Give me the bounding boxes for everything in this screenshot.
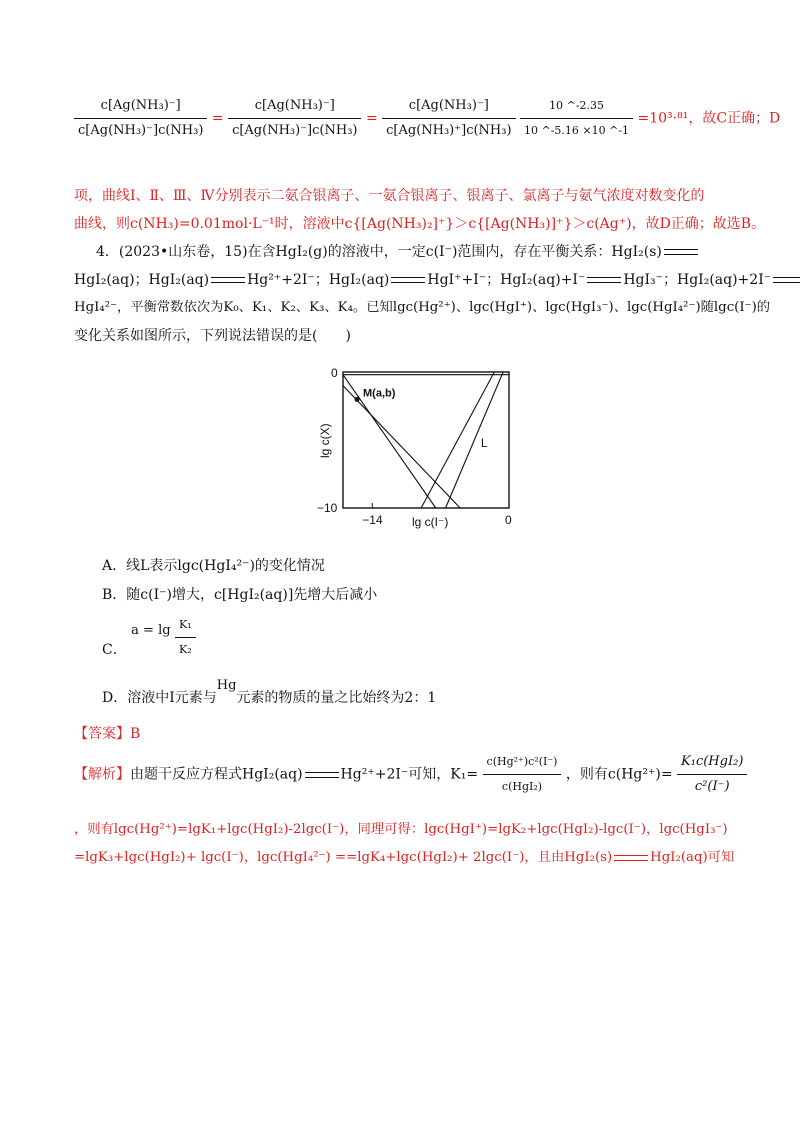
- k1-numerator: c(Hg²⁺)c²(I⁻): [483, 752, 562, 775]
- y-axis-label: lg c(X): [318, 423, 332, 458]
- analysis-head: 【解析】: [74, 766, 130, 783]
- equilibrium-arrow-icon: [587, 275, 621, 285]
- option-c-label: C．: [102, 642, 127, 658]
- question-text-2c: HgI⁺+I⁻；HgI₂(aq)+I⁻: [427, 272, 586, 288]
- option-b: B．随c(I⁻)增大，c[HgI₂(aq)]先增大后减小: [102, 587, 378, 603]
- fraction-2-numerator: c[Ag(NH₃)⁻]: [228, 96, 361, 119]
- analysis-d-line-1: 项，曲线Ⅰ、Ⅱ、Ⅲ、Ⅳ分别表示二氨合银离子、一氨合银离子、银离子、氯离子与氨气浓度对数变化的: [74, 188, 705, 204]
- k1-fraction: [483, 752, 562, 797]
- fraction-4: [520, 96, 633, 141]
- option-c-fraction: [175, 615, 196, 660]
- question-line-2: [74, 270, 800, 290]
- line-l-label: L: [480, 435, 488, 450]
- fraction-1: [74, 96, 207, 141]
- fraction-2: [228, 96, 361, 141]
- equals-sign: =: [211, 110, 224, 127]
- option-c: [102, 615, 196, 659]
- fraction-4-numerator: 10 ^-2.35: [520, 96, 633, 119]
- series-line-4: [446, 372, 504, 508]
- fraction-3-numerator: c[Ag(NH₃)⁻]: [382, 96, 515, 119]
- x-tick-label: −14: [362, 513, 383, 527]
- hg-fraction: [677, 752, 747, 797]
- question-text-2a: HgI₂(aq)；HgI₂(aq): [74, 272, 210, 288]
- option-c-expr: a = lg: [131, 623, 171, 638]
- fraction-4-denominator: 10 ^-5.16 ×10 ^-1: [524, 124, 630, 137]
- fraction-1-numerator: c[Ag(NH₃)⁻]: [74, 96, 207, 119]
- option-d-text-a: D．溶液中I元素与: [102, 690, 217, 706]
- equilibrium-chart: [313, 362, 523, 530]
- analysis-line-1: [74, 752, 747, 796]
- analysis-d-line-2: 曲线，则c(NH₃)=0.01mol·L⁻¹时，溶液中c{[Ag(NH₃)₂]⁺}＞c{[Ag(NH₃)]⁺}＞c(Ag⁺)，故D正确；故选B。: [74, 216, 766, 232]
- k1-denominator: c(HgI₂): [501, 780, 543, 793]
- y-tick-label: −10: [317, 501, 338, 515]
- answer: 【答案】B: [74, 726, 141, 742]
- option-d: [102, 676, 436, 716]
- analysis-text-1: 由题干反应方程式HgI₂(aq): [130, 766, 303, 783]
- question-text-2b: Hg²⁺+2I⁻；HgI₂(aq): [247, 272, 390, 288]
- analysis-line-3: [74, 848, 734, 868]
- question-text-2d: HgI₃⁻；HgI₂(aq)+2I⁻: [623, 272, 772, 288]
- equilibrium-arrow-icon: [391, 275, 425, 285]
- equilibrium-arrow-icon: [664, 247, 698, 257]
- series-line-2: [343, 386, 460, 508]
- chart-svg: [313, 362, 523, 530]
- analysis-text-3a: =lgK₃+lgc(HgI₂)+ lgc(I⁻)，lgc(HgI₄²⁻) ==lgK₄+lgc(HgI₂)+ 2lgc(I⁻)，且由HgI₂(s): [74, 850, 613, 865]
- fraction-1-denominator: c[Ag(NH₃)⁻]c(NH₃): [78, 123, 204, 138]
- top-equation: [74, 96, 780, 156]
- hg-numerator: K₁c(HgI₂): [677, 752, 747, 775]
- fraction-3-denominator: c[Ag(NH₃)⁺]c(NH₃): [386, 123, 512, 138]
- equals-sign: =: [365, 110, 378, 127]
- option-d-text-b: 元素的物质的量之比始终为2：1: [236, 690, 437, 706]
- x-tick-label: 0: [505, 513, 512, 527]
- fraction-2-denominator: c[Ag(NH₃)⁻]c(NH₃): [232, 123, 358, 138]
- question-line-4: 变化关系如图所示，下列说法错误的是( ): [74, 328, 351, 344]
- equilibrium-arrow-icon: [614, 853, 648, 863]
- equilibrium-arrow-icon: [305, 770, 339, 780]
- point-m: [355, 397, 360, 402]
- analysis-text-2: Hg²⁺+2I⁻可知，K₁=: [340, 766, 479, 783]
- equilibrium-arrow-icon: [211, 275, 245, 285]
- option-c-denominator: K₂: [179, 643, 192, 656]
- equation-result: =10³·⁸¹，故C正确；D: [637, 110, 781, 127]
- option-d-hg: Hg: [216, 678, 237, 693]
- equilibrium-arrow-icon: [773, 275, 800, 285]
- question-line-1: [96, 242, 700, 262]
- question-text-1: 4．(2023•山东卷，15)在含HgI₂(g)的溶液中，一定c(I⁻)范围内，存在平衡关系：HgI₂(s): [96, 244, 662, 260]
- analysis-line-2: ，则有lgc(Hg²⁺)=lgK₁+lgc(HgI₂)-2lgc(I⁻)，同理可得：lgc(HgI⁺)=lgK₂+lgc(HgI₂)-lgc(I⁻)，lgc(HgI₃⁻): [74, 822, 728, 837]
- option-a: A．线L表示lgc(HgI₄²⁻)的变化情况: [102, 558, 325, 574]
- analysis-text-3: ，则有c(Hg²⁺)=: [565, 766, 673, 783]
- y-tick-label: 0: [331, 366, 338, 380]
- point-m-label: M(a,b): [363, 387, 396, 400]
- hg-denominator: c²(I⁻): [694, 779, 730, 794]
- option-c-numerator: K₁: [175, 615, 196, 638]
- fraction-3: [382, 96, 515, 141]
- x-axis-label: lg c(I⁻): [412, 515, 449, 529]
- question-line-3: HgI₄²⁻，平衡常数依次为K₀、K₁、K₂、K₃、K₄。已知lgc(Hg²⁺)、lgc(HgI⁺)、lgc(HgI₃⁻)、lgc(HgI₄²⁻)随lgc(I⁻)的: [74, 300, 771, 315]
- analysis-text-3b: HgI₂(aq)可知: [650, 850, 735, 865]
